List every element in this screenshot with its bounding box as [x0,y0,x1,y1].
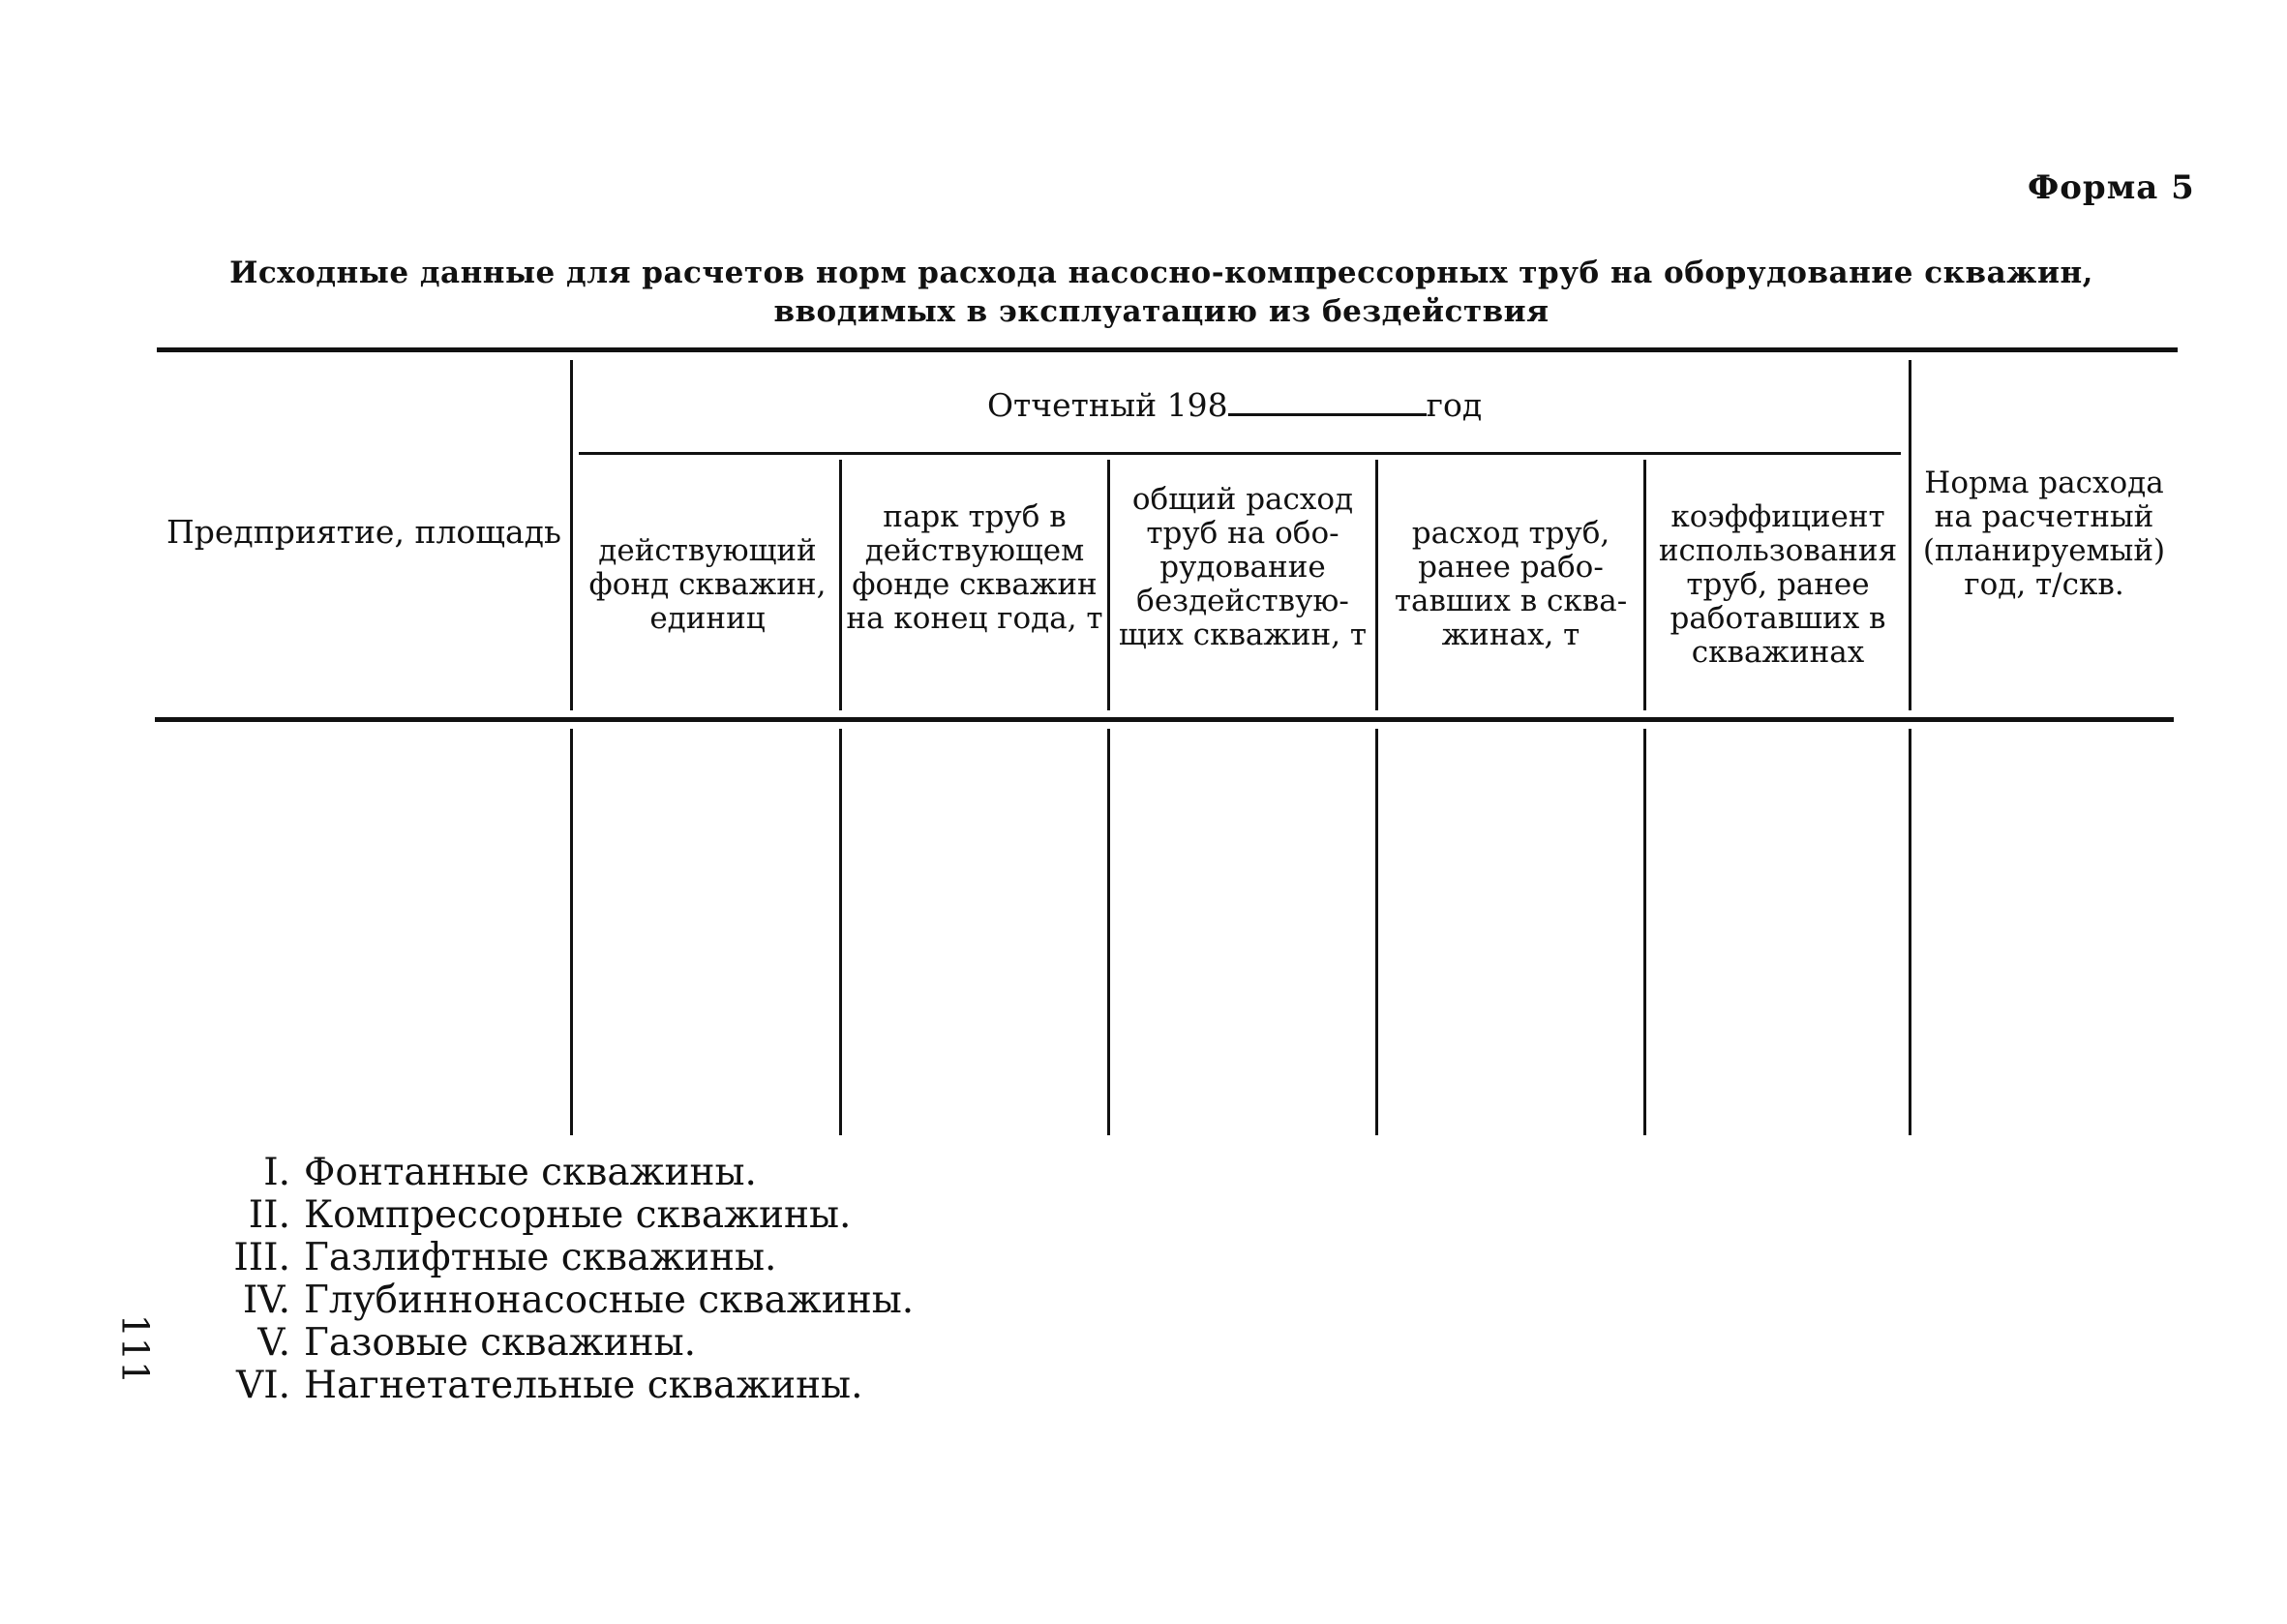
body-divider [570,729,573,1135]
subcolumn-header-4: расход труб, ранее рабо-тавших в сква-жинах, т [1394,516,1628,652]
subcolumn-header-5: коэффициент использования труб, ранее работавших в скважинах [1658,499,1898,670]
legend-item [194,1237,914,1279]
period-prefix: Отчетный 198 [987,386,1228,424]
subcolumn-header-3: общий расход труб на обо-рудование бездействую-щих скважин, т [1118,482,1368,652]
header-divider [1375,460,1378,710]
header-divider [1643,460,1646,710]
legend-label: Газлифтные скважины. [304,1236,777,1279]
enterprise-column-header: Предприятие, площадь [166,513,561,551]
period-divider-rule [579,452,1901,455]
legend-number: V. [257,1321,290,1365]
legend-number: VI. [236,1364,290,1407]
legend-number: I. [263,1151,290,1194]
body-divider [839,729,842,1135]
year-blank-line [1228,384,1427,416]
legend-item [194,1322,914,1365]
header-divider [839,460,842,710]
legend-label: Нагнетательные скважины. [304,1364,863,1407]
subcolumn-header-1: действующий фонд скважин, единиц [588,533,827,636]
reporting-period-header [987,384,1482,424]
legend-item [194,1279,914,1322]
body-divider [1909,729,1911,1135]
legend-label: Глубиннонасосные скважины. [304,1278,915,1322]
period-suffix: год [1426,386,1483,424]
body-divider [1643,729,1646,1135]
title-line-2: вводимых в эксплуатацию из бездействия [773,294,1550,329]
legend-item [194,1365,914,1407]
document-title [155,254,2168,331]
norm-column-header: Норма расхода на расчетный (планируемый) год, т/скв. [1922,466,2166,602]
header-bottom-rule [155,717,2174,722]
subcolumn-header-2: парк труб в действующем фонде скважин на конец года, т [846,499,1103,636]
header-divider [1107,460,1110,710]
form-number-label: Форма 5 [2028,168,2195,207]
title-line-1: Исходные данные для расчетов норм расхода насосно-компрессорных труб на оборудование скважин, [229,256,2093,290]
legend-number: IV. [242,1278,290,1322]
legend-item [194,1152,914,1194]
legend-item [194,1194,914,1237]
legend-number: III. [233,1236,290,1279]
legend-label: Фонтанные скважины. [304,1151,757,1194]
body-divider [1375,729,1378,1135]
page-number: 111 [113,1313,157,1385]
legend-label: Компрессорные скважины. [304,1193,852,1237]
body-divider [1107,729,1110,1135]
table-top-rule [157,347,2178,352]
legend-label: Газовые скважины. [304,1321,697,1365]
header-divider [1909,360,1911,710]
header-divider [570,360,573,710]
legend-number: II. [248,1193,290,1237]
well-type-legend [194,1152,914,1407]
